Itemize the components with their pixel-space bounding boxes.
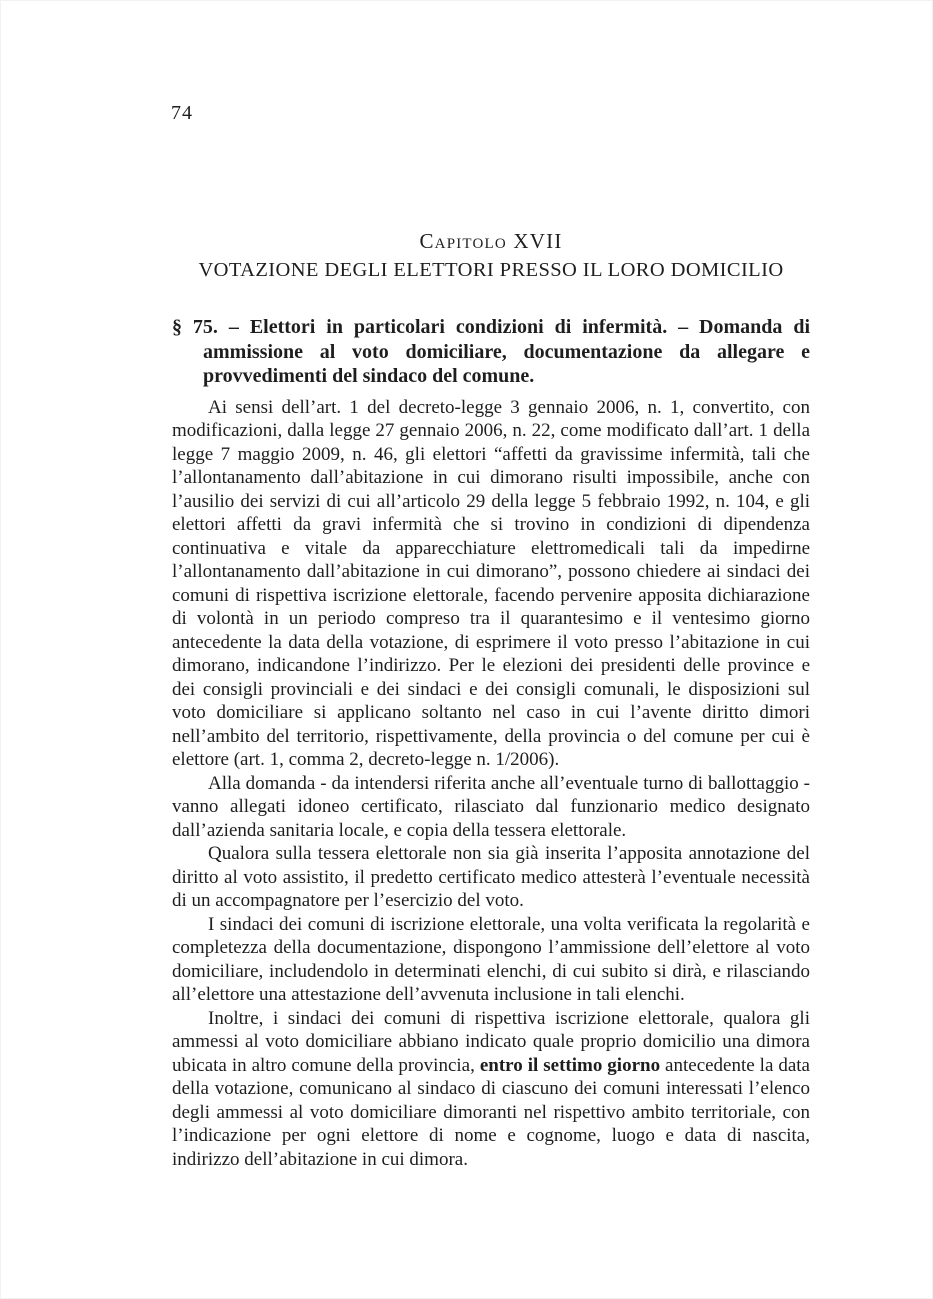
page-number: 74	[171, 102, 193, 124]
section-body	[172, 396, 810, 1172]
paragraph-1: Ai sensi dell’art. 1 del decreto-legge 3 gennaio 2006, n. 1, convertito, con modificazioni, dalla legge 27 gennaio 2006, n. 22, come modificato dall’art. 1 della legge 7 maggio 2009, n. 46, gli elettori “affetti da gravissime infermità, tali che l’allontanamento dall’abitazione in cui dimorano risulti impossibile, anche con l’ausilio dei servizi di cui all’articolo 29 della legge 5 febbraio 1992, n. 104, e gli elettori affetti da gravi infermità che si trovino in condizioni di dipendenza continuativa e vitale da apparecchiature elettromedicali tali da impedirne l’allontanamento dall’abitazione in cui dimorano”, possono chiedere ai sindaci dei comuni di rispettiva iscrizione elettorale, facendo pervenire apposita dichiarazione di volontà in un periodo compreso tra il quarantesimo e il ventesimo giorno antecedente la data della votazione, di esprimere il voto presso l’abitazione in cui dimorano, indicandone l’indirizzo. Per le elezioni dei presidenti delle province e dei consigli provinciali e dei sindaci e dei consigli comunali, le disposizioni sul voto domiciliare si applicano soltanto nel caso in cui l’avente diritto dimori nell’ambito del territorio, rispettivamente, della provincia o del comune per cui è elettore (art. 1, comma 2, decreto-legge n. 1/2006).	[172, 396, 810, 770]
paragraph-4: I sindaci dei comuni di iscrizione elettorale, una volta verificata la regolarità e completezza della documentazione, dispongono l’ammissione dell’elettore al voto domiciliare, includendolo in determinati elenchi, di cui subito si dirà, e rilasciando all’elettore una attestazione dell’avvenuta inclusione in tali elenchi.	[172, 913, 810, 1005]
chapter-title: VOTAZIONE DEGLI ELETTORI PRESSO IL LORO DOMICILIO	[198, 259, 784, 281]
chapter-numeral: XVII	[513, 229, 563, 253]
section-heading-text: Elettori in particolari condizioni di infermità. – Domanda di ammissione al voto domiciliare, documentazione da allegare e provvedimenti del sindaco del comune.	[203, 316, 811, 387]
section-marker: § 75. –	[172, 316, 239, 338]
section-heading	[172, 315, 810, 389]
chapter-heading	[172, 228, 810, 254]
paragraph-5-text-start: Inoltre, i sindaci dei comuni di rispettiva iscrizione elettorale, qualora gli ammessi al voto domiciliare abbiano indicato quale proprio domicilio una dimora ubicata in altro comune della provincia,	[172, 1007, 810, 1076]
paragraph-3: Qualora sulla tessera elettorale non sia già inserita l’apposita annotazione del diritto al voto assistito, il predetto certificato medico attesterà l’eventuale necessità di un accompagnatore per l’esercizio del voto.	[172, 843, 810, 911]
chapter-label: Capitolo	[419, 229, 507, 253]
paragraph-5-text-end: antecedente la data della votazione, comunicano al sindaco di ciascuno dei comuni interessati l’elenco degli ammessi al voto domiciliare dimoranti nel rispettivo ambito territoriale, con l’indicazione per ogni elettore di nome e cognome, luogo e data di nascita, indirizzo dell’abitazione in cui dimora.	[172, 1054, 810, 1170]
paragraph-5-bold-deadline: entro il settimo giorno	[479, 1054, 661, 1076]
paragraph-5	[172, 1007, 810, 1172]
paragraph-2: Alla domanda - da intendersi riferita anche all’eventuale turno di ballottaggio - vanno allegati idoneo certificato, rilasciato dal funzionario medico designato dall’azienda sanitaria locale, e copia della tessera elettorale.	[172, 772, 810, 841]
page-content	[172, 228, 810, 1171]
